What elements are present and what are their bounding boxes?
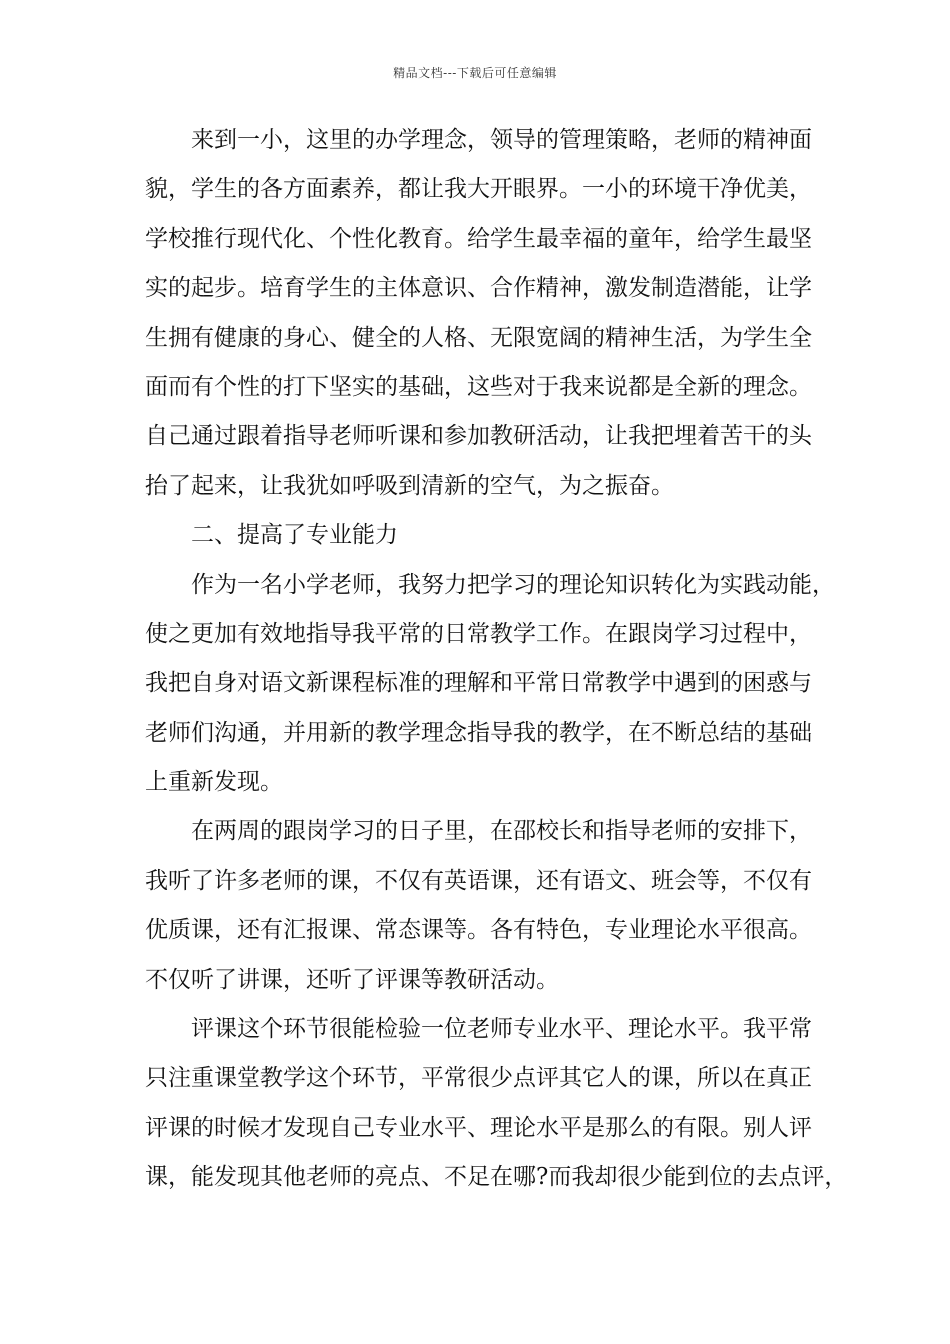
- text-line: 老师们沟通，并用新的教学理念指导我的教学，在不断总结的基础: [145, 719, 812, 746]
- text-line: 貌，学生的各方面素养，都让我大开眼界。一小的环境干净优美，: [145, 176, 812, 203]
- section-heading: 二、提高了专业能力: [191, 522, 398, 549]
- text-line: 只注重课堂教学这个环节，平常很少点评其它人的课，所以在真正: [145, 1065, 812, 1092]
- text-line: 评课这个环节很能检验一位老师专业水平、理论水平。我平常: [191, 1016, 812, 1043]
- text-line: 使之更加有效地指导我平常的日常教学工作。在跟岗学习过程中，: [145, 620, 812, 647]
- text-line: 我听了许多老师的课，不仅有英语课，还有语文、班会等，不仅有: [145, 867, 812, 894]
- text-line: 在两周的跟岗学习的日子里，在邵校长和指导老师的安排下，: [191, 818, 812, 845]
- text-line: 作为一名小学老师，我努力把学习的理论知识转化为实践动能，: [191, 571, 835, 598]
- text-line: 我把自身对语文新课程标准的理解和平常日常教学中遇到的困惑与: [145, 670, 812, 697]
- text-line: 评课的时候才发现自己专业水平、理论水平是那么的有限。别人评: [145, 1114, 812, 1141]
- text-line: 自己通过跟着指导老师听课和参加教研活动，让我把埋着苦干的头: [145, 423, 812, 450]
- text-line: 学校推行现代化、个性化教育。给学生最幸福的童年，给学生最坚: [145, 225, 812, 252]
- text-line: 不仅听了讲课，还听了评课等教研活动。: [145, 966, 559, 993]
- text-line: 实的起步。培育学生的主体意识、合作精神，激发制造潜能，让学: [145, 275, 812, 302]
- text-line: 优质课，还有汇报课、常态课等。各有特色，专业理论水平很高。: [145, 917, 812, 944]
- text-line: 抬了起来，让我犹如呼吸到清新的空气，为之振奋。: [145, 472, 674, 499]
- page-header: 精品文档---下载后可任意编辑: [393, 66, 557, 80]
- document-body: [145, 127, 848, 1215]
- text-line: 课，能发现其他老师的亮点、不足在哪?而我却很少能到位的去点评，: [145, 1164, 848, 1191]
- text-line: 生拥有健康的身心、健全的人格、无限宽阔的精神生活，为学生全: [145, 324, 812, 351]
- text-line: 上重新发现。: [145, 769, 283, 796]
- text-line: 来到一小，这里的办学理念，领导的管理策略，老师的精神面: [191, 127, 812, 153]
- text-line: 面而有个性的打下坚实的基础，这些对于我来说都是全新的理念。: [145, 373, 812, 400]
